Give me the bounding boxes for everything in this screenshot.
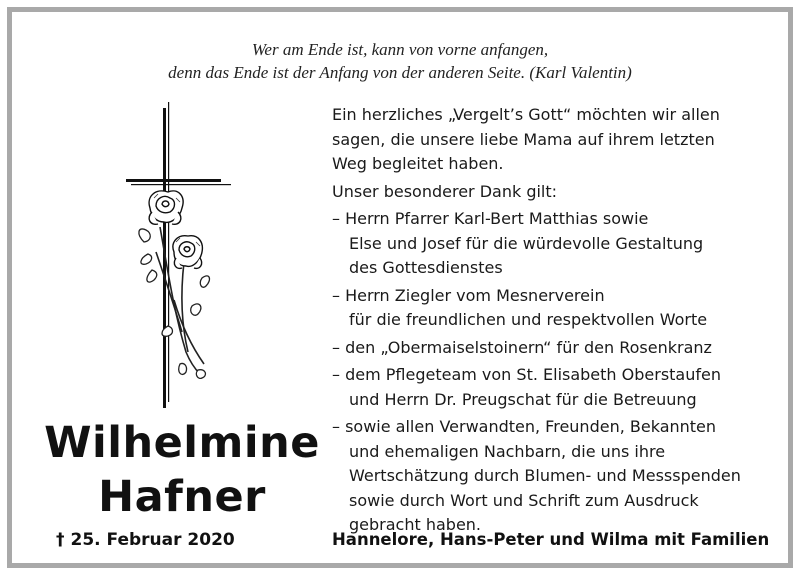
obituary-card (7, 7, 793, 568)
thanks-line: sowie durch Wort und Schrift zum Ausdruck (349, 490, 699, 510)
intro-line: sagen, die unsere liebe Mama auf ihrem letzten (332, 129, 715, 149)
intro-line: Weg begleitet haben. (332, 154, 504, 173)
death-date: 25. Februar 2020 (70, 530, 235, 550)
thanks-line: – Herrn Pfarrer Karl-Bert Matthias sowie (332, 209, 649, 228)
thanks-line: Wertschätzung durch Blumen- und Messspenden (349, 466, 741, 485)
thanks-line: und Herrn Dr. Preugschat für die Betreuung (349, 389, 697, 409)
thanks-line: – sowie allen Verwandten, Freunden, Bekannten (332, 417, 717, 436)
signature: Hannelore, Hans-Peter und Wilma mit Familien (332, 530, 770, 549)
thanks-line: gebracht haben. (349, 515, 482, 534)
quote (12, 38, 788, 84)
thanks-line: – Herrn Ziegler vom Mesnerverein (332, 285, 605, 305)
thanks-heading: Unser besonderer Dank gilt: (332, 181, 558, 201)
thanks-line: für die freundlichen und respektvollen Worte (349, 310, 708, 329)
thanks-text (332, 103, 792, 538)
quote-line-2: denn das Ende ist der Anfang von der anderen Seite. (Karl Valentin) (168, 63, 632, 82)
dagger-icon: † (56, 530, 65, 550)
thanks-item (332, 336, 792, 361)
thanks-item (332, 207, 792, 281)
thanks-item (332, 284, 792, 333)
deceased-last-name: Hafner (98, 472, 266, 522)
thanks-item (332, 363, 792, 412)
thanks-line: – dem Pflegeteam von St. Elisabeth Oberstaufen (332, 365, 721, 384)
intro-line: Ein herzliches „Vergelt’s Gott“ möchten wir allen (332, 105, 720, 124)
thanks-line: Else und Josef für die würdevolle Gestaltung (349, 233, 704, 253)
deceased-first-name: Wilhelmine (44, 418, 320, 468)
cross-with-roses-icon (116, 102, 246, 412)
thanks-item (332, 415, 792, 538)
thanks-line: – den „Obermaiselstoinern“ für den Rosenkranz (332, 337, 712, 357)
thanks-line: und ehemaligen Nachbarn, die uns ihre (349, 441, 666, 461)
death-date-line (56, 530, 316, 550)
thanks-line: des Gottesdienstes (349, 258, 503, 277)
quote-line-1: Wer am Ende ist, kann von vorne anfangen, (251, 40, 549, 59)
